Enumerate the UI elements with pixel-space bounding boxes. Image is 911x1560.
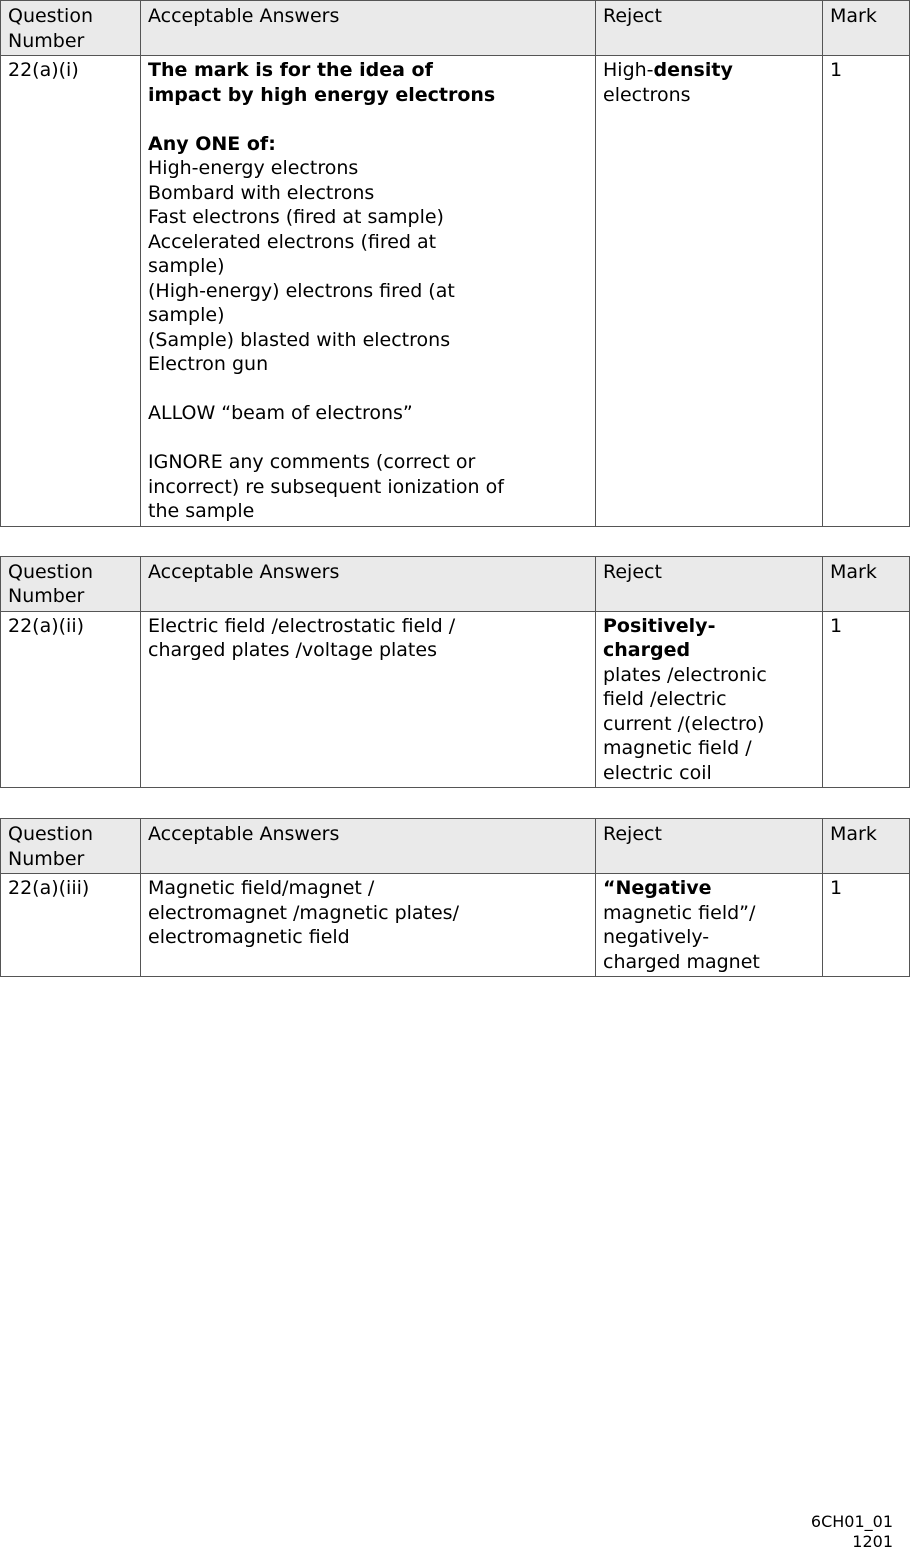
cell-question-number: 22(a)(ii) [1,611,141,788]
reject-line: negatively- [603,926,710,948]
answer-blank-line [148,107,590,132]
column-header-question-number [1,819,141,874]
column-header-mark: Mark [823,819,910,874]
answer-line-text: Any ONE of: [148,132,276,155]
answer-line: Electron gun [148,353,269,375]
table-row [1,874,910,977]
column-header-question-number-line2: Number [8,585,85,607]
answer-line: Electric field /electrostatic field / [148,614,456,637]
page-footer [811,1512,893,1552]
reject-text-emphasis: density [653,59,733,81]
answer-line: electromagnet /magnetic plates/ [148,901,459,924]
reject-text-emphasis: Positively- [603,614,716,637]
column-header-question-number-line1: Question [8,560,93,583]
column-header-acceptable-answers: Acceptable Answers [141,556,596,611]
answer-line-text: impact by high energy electrons [148,83,496,106]
column-header-acceptable-answers: Acceptable Answers [141,819,596,874]
column-header-question-number [1,1,141,56]
column-header-reject: Reject [596,556,823,611]
cell-question-number: 22(a)(iii) [1,874,141,977]
column-header-reject: Reject [596,819,823,874]
column-header-question-number-line2: Number [8,29,85,52]
answer-line: (Sample) blasted with electrons [148,328,451,351]
table-row [1,611,910,788]
answer-line: sample) [148,304,225,326]
reject-text-emphasis: “Negative [603,877,712,899]
reject-line: magnetic field”/ [603,901,756,924]
column-header-question-number-line2: Number [8,847,85,870]
table-gap [0,788,911,818]
column-header-question-number-line1: Question [8,5,93,27]
answer-line: incorrect) re subsequent ionization of [148,475,504,498]
reject-line: electric coil [603,761,712,784]
answer-line: charged plates /voltage plates [148,639,437,661]
table-row [1,56,910,527]
footer-page-number: 1201 [852,1532,893,1551]
cell-acceptable-answers [141,611,596,788]
cell-reject [596,874,823,977]
reject-line [603,876,817,901]
cell-question-number: 22(a)(i) [1,56,141,527]
reject-text-emphasis: charged [603,639,691,661]
reject-line [603,614,817,639]
answer-line-ignore: IGNORE any comments (correct or [148,451,476,473]
answer-line-text: The mark is for the idea of [148,59,433,81]
answer-line: electromagnetic field [148,926,350,948]
reject-line [603,58,817,83]
cell-acceptable-answers [141,874,596,977]
table-header-row [1,556,910,611]
footer-paper-code: 6CH01_01 [810,1512,893,1531]
table-header-row [1,819,910,874]
answer-line [148,132,590,157]
mark-scheme-table-22a-ii [0,556,910,789]
reject-text-prefix: High- [603,59,654,81]
reject-line: plates /electronic [603,663,767,686]
column-header-mark: Mark [823,556,910,611]
answer-line: High-energy electrons [148,157,359,179]
column-header-mark: Mark [823,1,910,56]
answer-line: the sample [148,500,255,522]
reject-line: magnetic field / [603,737,752,759]
table-header-row [1,1,910,56]
reject-line [603,638,817,663]
cell-mark: 1 [823,611,910,788]
cell-reject [596,56,823,527]
answer-line: Bombard with electrons [148,181,375,204]
answer-blank-line [148,426,590,451]
column-header-question-number [1,556,141,611]
cell-mark: 1 [823,874,910,977]
answer-line: Fast electrons (fired at sample) [148,206,444,228]
reject-line: field /electric [603,688,727,710]
answer-line: Magnetic field/magnet / [148,877,375,899]
column-header-question-number-line1: Question [8,823,93,845]
mark-scheme-table-22a-iii [0,818,910,977]
answer-line-allow: ALLOW “beam of electrons” [148,402,413,424]
column-header-acceptable-answers: Acceptable Answers [141,1,596,56]
table-gap [0,527,911,556]
reject-line: charged magnet [603,950,760,973]
reject-line: current /(electro) [603,712,765,735]
cell-reject [596,611,823,788]
answer-line [148,58,590,83]
reject-line: electrons [603,83,691,106]
answer-line: sample) [148,255,225,277]
mark-scheme-table-22a-i [0,0,910,527]
column-header-reject: Reject [596,1,823,56]
cell-mark: 1 [823,56,910,527]
cell-acceptable-answers [141,56,596,527]
answer-blank-line [148,377,590,402]
answer-line: (High-energy) electrons fired (at [148,279,455,302]
answer-line [148,83,590,108]
answer-line: Accelerated electrons (fired at [148,230,437,253]
